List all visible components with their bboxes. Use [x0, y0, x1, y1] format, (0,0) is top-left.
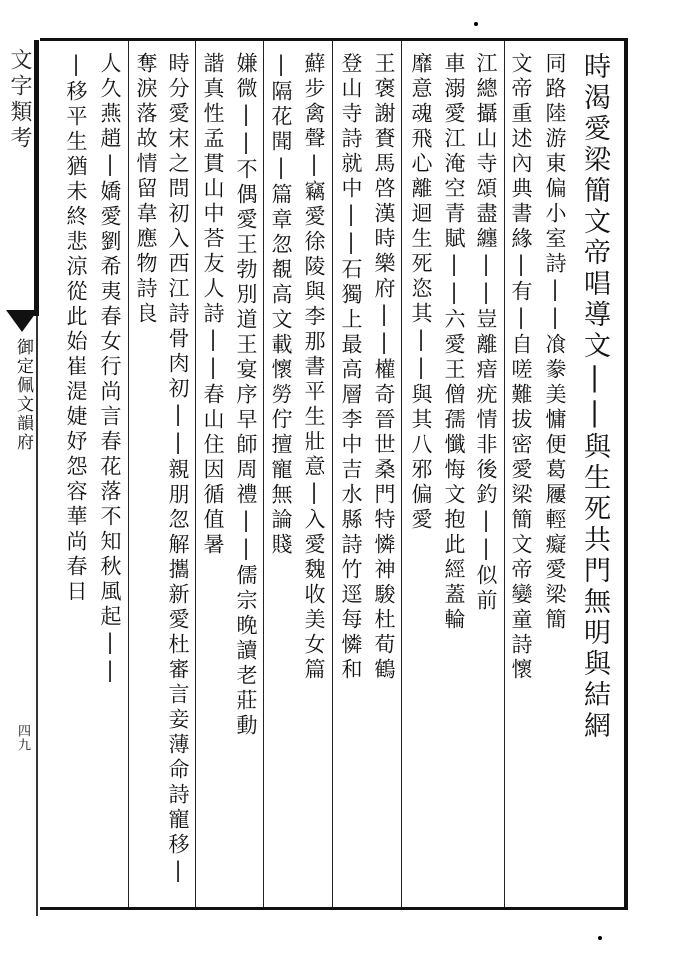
- text-column-11: 嫌微||不偶愛王勃別道王宴序早師周禮||儒宗晚讀老莊動: [234, 52, 258, 739]
- text-column-13: 時分愛宋之問初入西江詩骨肉初||親朋忽解攜新愛杜審言妾薄命詩寵移|: [166, 52, 190, 886]
- text-column-3: 文帝重述內典書緣|有|自嗟難拔密愛梁簡文帝孌童詩懷: [509, 52, 533, 683]
- left-margin: [0, 0, 38, 964]
- text-column-2: 同路陸游東偏小室詩||飡豢美慵便葛屨輕癡愛梁簡: [543, 52, 567, 633]
- column-rule: [195, 41, 196, 907]
- text-column-5: 車溺愛江淹空青賦||六愛王僧孺懺悔文抱此經蓋輪: [442, 52, 466, 633]
- column-rule: [128, 41, 129, 907]
- text-column-12: 諧真性孟貫山中荅友人詩||春山住因循值暑: [201, 52, 225, 558]
- margin-thick-rule: [34, 40, 39, 316]
- text-column-15: 人久燕趙|嬌愛劉希夷春女行尚言春花落不知秋風起||: [98, 52, 122, 686]
- text-column-8: 登山寺詩就中||石獨上最高層李中吉水縣詩竹逕每憐和: [339, 52, 363, 683]
- text-column-7: 王褒謝賚馬啓漢時樂府||權奇晉世桑門特憐神駿杜荀鶴: [372, 52, 396, 683]
- text-column-4: 江總攝山寺頌盡纏||豈離瘖疣情非後釣||似前: [474, 52, 498, 614]
- fold-line: [36, 316, 38, 916]
- speck-dot: [598, 936, 602, 940]
- clipped-margin-text: 文字類考: [7, 48, 32, 152]
- text-column-10: |隔花聞|篇章忽覩高文載懷勞佇擅寵無論賤: [269, 52, 293, 558]
- speck-dot: [474, 22, 478, 26]
- text-column-14: 奪淚落故情留韋應物詩良: [134, 52, 158, 327]
- column-rule: [332, 41, 333, 907]
- text-column-1: 時渴愛梁簡文帝唱導文||與生死共門無明與結網: [579, 52, 610, 742]
- page-number: 四九: [15, 724, 30, 752]
- fishtail-mark: [6, 310, 38, 332]
- book-title: 御定佩文韻府: [13, 338, 33, 452]
- column-rule: [401, 41, 402, 907]
- text-column-9: 蘚步禽聲|竊愛徐陵與李那書平生壯意|入愛魏收美女篇: [302, 52, 326, 683]
- text-column-6: 靡意魂飛心離迴生死恣其||與其八邪偏愛: [409, 52, 433, 533]
- column-rule: [263, 41, 264, 907]
- text-column-16: |移平生猶未終悲涼從此始崔湜婕妤怨容華尚春日: [64, 52, 88, 605]
